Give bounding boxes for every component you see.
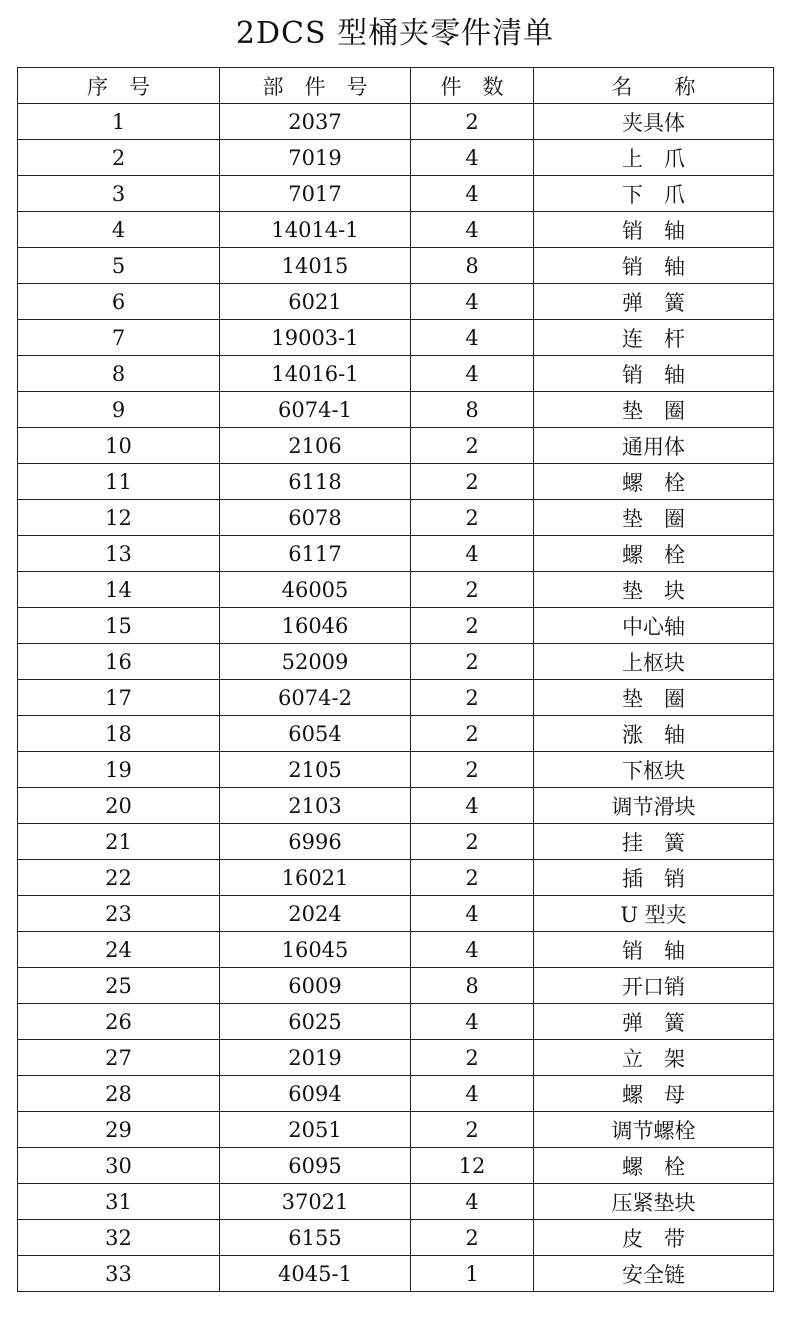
cell-quantity: 2 xyxy=(411,104,534,140)
cell-quantity: 2 xyxy=(411,860,534,896)
cell-quantity: 2 xyxy=(411,572,534,608)
cell-name: 通用体 xyxy=(534,428,774,464)
cell-part-number: 7019 xyxy=(220,140,411,176)
cell-part-number: 6021 xyxy=(220,284,411,320)
table-row xyxy=(18,824,774,860)
cell-name: 立 架 xyxy=(534,1040,774,1076)
cell-quantity: 4 xyxy=(411,932,534,968)
cell-seq: 15 xyxy=(18,608,220,644)
cell-quantity: 4 xyxy=(411,1076,534,1112)
table-row xyxy=(18,212,774,248)
table-row xyxy=(18,860,774,896)
table-row xyxy=(18,248,774,284)
table-row xyxy=(18,932,774,968)
cell-part-number: 2024 xyxy=(220,896,411,932)
table-row xyxy=(18,1256,774,1292)
cell-part-number: 6118 xyxy=(220,464,411,500)
table-row xyxy=(18,104,774,140)
table-row xyxy=(18,464,774,500)
table-row xyxy=(18,356,774,392)
cell-name: 垫 圈 xyxy=(534,392,774,428)
cell-quantity: 2 xyxy=(411,752,534,788)
cell-seq: 31 xyxy=(18,1184,220,1220)
cell-quantity: 4 xyxy=(411,176,534,212)
cell-name: 上 爪 xyxy=(534,140,774,176)
header-quantity: 件 数 xyxy=(411,68,534,104)
cell-quantity: 8 xyxy=(411,248,534,284)
cell-seq: 17 xyxy=(18,680,220,716)
cell-seq: 23 xyxy=(18,896,220,932)
cell-name: 安全链 xyxy=(534,1256,774,1292)
cell-seq: 3 xyxy=(18,176,220,212)
cell-quantity: 4 xyxy=(411,140,534,176)
cell-seq: 2 xyxy=(18,140,220,176)
cell-seq: 29 xyxy=(18,1112,220,1148)
table-body xyxy=(18,104,774,1292)
cell-name: 调节滑块 xyxy=(534,788,774,824)
cell-seq: 9 xyxy=(18,392,220,428)
cell-name: 涨 轴 xyxy=(534,716,774,752)
table-row xyxy=(18,1004,774,1040)
table-row xyxy=(18,320,774,356)
cell-name: 螺 母 xyxy=(534,1076,774,1112)
cell-part-number: 16046 xyxy=(220,608,411,644)
cell-name: 下枢块 xyxy=(534,752,774,788)
cell-part-number: 14015 xyxy=(220,248,411,284)
cell-seq: 16 xyxy=(18,644,220,680)
table-row xyxy=(18,500,774,536)
cell-seq: 25 xyxy=(18,968,220,1004)
table-row xyxy=(18,176,774,212)
cell-name: 开口销 xyxy=(534,968,774,1004)
cell-seq: 1 xyxy=(18,104,220,140)
cell-part-number: 14016-1 xyxy=(220,356,411,392)
cell-part-number: 16045 xyxy=(220,932,411,968)
cell-part-number: 2051 xyxy=(220,1112,411,1148)
cell-name: 垫 块 xyxy=(534,572,774,608)
cell-part-number: 2037 xyxy=(220,104,411,140)
cell-part-number: 2105 xyxy=(220,752,411,788)
cell-name: 销 轴 xyxy=(534,212,774,248)
cell-name: 皮 带 xyxy=(534,1220,774,1256)
cell-quantity: 8 xyxy=(411,968,534,1004)
cell-part-number: 6009 xyxy=(220,968,411,1004)
cell-name: 销 轴 xyxy=(534,248,774,284)
table-row xyxy=(18,140,774,176)
cell-seq: 7 xyxy=(18,320,220,356)
cell-seq: 10 xyxy=(18,428,220,464)
cell-seq: 28 xyxy=(18,1076,220,1112)
cell-part-number: 37021 xyxy=(220,1184,411,1220)
cell-seq: 27 xyxy=(18,1040,220,1076)
cell-name: 上枢块 xyxy=(534,644,774,680)
cell-part-number: 6054 xyxy=(220,716,411,752)
cell-quantity: 2 xyxy=(411,464,534,500)
cell-quantity: 4 xyxy=(411,320,534,356)
cell-name: 销 轴 xyxy=(534,356,774,392)
cell-seq: 20 xyxy=(18,788,220,824)
cell-quantity: 2 xyxy=(411,1220,534,1256)
table-row xyxy=(18,428,774,464)
cell-seq: 5 xyxy=(18,248,220,284)
cell-seq: 21 xyxy=(18,824,220,860)
cell-name: 中心轴 xyxy=(534,608,774,644)
cell-part-number: 16021 xyxy=(220,860,411,896)
cell-seq: 18 xyxy=(18,716,220,752)
cell-quantity: 2 xyxy=(411,1112,534,1148)
cell-quantity: 8 xyxy=(411,392,534,428)
cell-quantity: 2 xyxy=(411,716,534,752)
table-row xyxy=(18,1220,774,1256)
cell-part-number: 6155 xyxy=(220,1220,411,1256)
table-row xyxy=(18,1076,774,1112)
cell-name: 螺 栓 xyxy=(534,464,774,500)
cell-seq: 22 xyxy=(18,860,220,896)
cell-quantity: 2 xyxy=(411,644,534,680)
table-row xyxy=(18,572,774,608)
cell-quantity: 4 xyxy=(411,1004,534,1040)
cell-part-number: 6117 xyxy=(220,536,411,572)
cell-part-number: 6074-2 xyxy=(220,680,411,716)
cell-name: 压紧垫块 xyxy=(534,1184,774,1220)
cell-quantity: 2 xyxy=(411,824,534,860)
parts-table xyxy=(17,67,774,1292)
cell-part-number: 6094 xyxy=(220,1076,411,1112)
header-seq: 序 号 xyxy=(18,68,220,104)
table-row xyxy=(18,1148,774,1184)
cell-part-number: 4045-1 xyxy=(220,1256,411,1292)
cell-quantity: 2 xyxy=(411,500,534,536)
table-row xyxy=(18,608,774,644)
cell-quantity: 2 xyxy=(411,1040,534,1076)
cell-name: 销 轴 xyxy=(534,932,774,968)
table-row xyxy=(18,788,774,824)
cell-name: 插 销 xyxy=(534,860,774,896)
cell-name: 垫 圈 xyxy=(534,680,774,716)
cell-seq: 19 xyxy=(18,752,220,788)
table-row xyxy=(18,536,774,572)
cell-part-number: 2103 xyxy=(220,788,411,824)
cell-seq: 12 xyxy=(18,500,220,536)
cell-quantity: 2 xyxy=(411,428,534,464)
header-part-number: 部 件 号 xyxy=(220,68,411,104)
cell-part-number: 6095 xyxy=(220,1148,411,1184)
cell-name: 垫 圈 xyxy=(534,500,774,536)
cell-seq: 6 xyxy=(18,284,220,320)
cell-part-number: 2106 xyxy=(220,428,411,464)
cell-name: 螺 栓 xyxy=(534,536,774,572)
cell-seq: 13 xyxy=(18,536,220,572)
cell-part-number: 19003-1 xyxy=(220,320,411,356)
table-row xyxy=(18,284,774,320)
cell-seq: 33 xyxy=(18,1256,220,1292)
table-header-row xyxy=(18,68,774,104)
cell-part-number: 6078 xyxy=(220,500,411,536)
cell-part-number: 6996 xyxy=(220,824,411,860)
cell-quantity: 12 xyxy=(411,1148,534,1184)
page-title: 2DCS 型桶夹零件清单 xyxy=(235,16,555,51)
table-row xyxy=(18,1112,774,1148)
cell-name: 下 爪 xyxy=(534,176,774,212)
cell-seq: 32 xyxy=(18,1220,220,1256)
cell-name: 弹 簧 xyxy=(534,284,774,320)
cell-part-number: 2019 xyxy=(220,1040,411,1076)
cell-seq: 14 xyxy=(18,572,220,608)
table-row xyxy=(18,644,774,680)
table-row xyxy=(18,1184,774,1220)
cell-quantity: 4 xyxy=(411,356,534,392)
cell-name: 螺 栓 xyxy=(534,1148,774,1184)
cell-quantity: 4 xyxy=(411,896,534,932)
cell-name: 连 杆 xyxy=(534,320,774,356)
cell-quantity: 4 xyxy=(411,1184,534,1220)
cell-seq: 11 xyxy=(18,464,220,500)
cell-quantity: 1 xyxy=(411,1256,534,1292)
cell-quantity: 4 xyxy=(411,788,534,824)
cell-quantity: 4 xyxy=(411,284,534,320)
table-row xyxy=(18,716,774,752)
cell-quantity: 2 xyxy=(411,608,534,644)
table-row xyxy=(18,392,774,428)
cell-quantity: 2 xyxy=(411,680,534,716)
cell-name: 夹具体 xyxy=(534,104,774,140)
cell-seq: 30 xyxy=(18,1148,220,1184)
cell-part-number: 6074-1 xyxy=(220,392,411,428)
cell-quantity: 4 xyxy=(411,536,534,572)
cell-part-number: 46005 xyxy=(220,572,411,608)
cell-part-number: 14014-1 xyxy=(220,212,411,248)
cell-name: 调节螺栓 xyxy=(534,1112,774,1148)
cell-part-number: 52009 xyxy=(220,644,411,680)
cell-seq: 26 xyxy=(18,1004,220,1040)
cell-seq: 4 xyxy=(18,212,220,248)
table-row xyxy=(18,752,774,788)
cell-seq: 24 xyxy=(18,932,220,968)
header-name: 名 称 xyxy=(534,68,774,104)
table-row xyxy=(18,1040,774,1076)
cell-quantity: 4 xyxy=(411,212,534,248)
table-row xyxy=(18,968,774,1004)
cell-name: U 型夹 xyxy=(534,896,774,932)
cell-part-number: 7017 xyxy=(220,176,411,212)
table-row xyxy=(18,896,774,932)
cell-part-number: 6025 xyxy=(220,1004,411,1040)
table-row xyxy=(18,680,774,716)
cell-seq: 8 xyxy=(18,356,220,392)
cell-name: 挂 簧 xyxy=(534,824,774,860)
cell-name: 弹 簧 xyxy=(534,1004,774,1040)
